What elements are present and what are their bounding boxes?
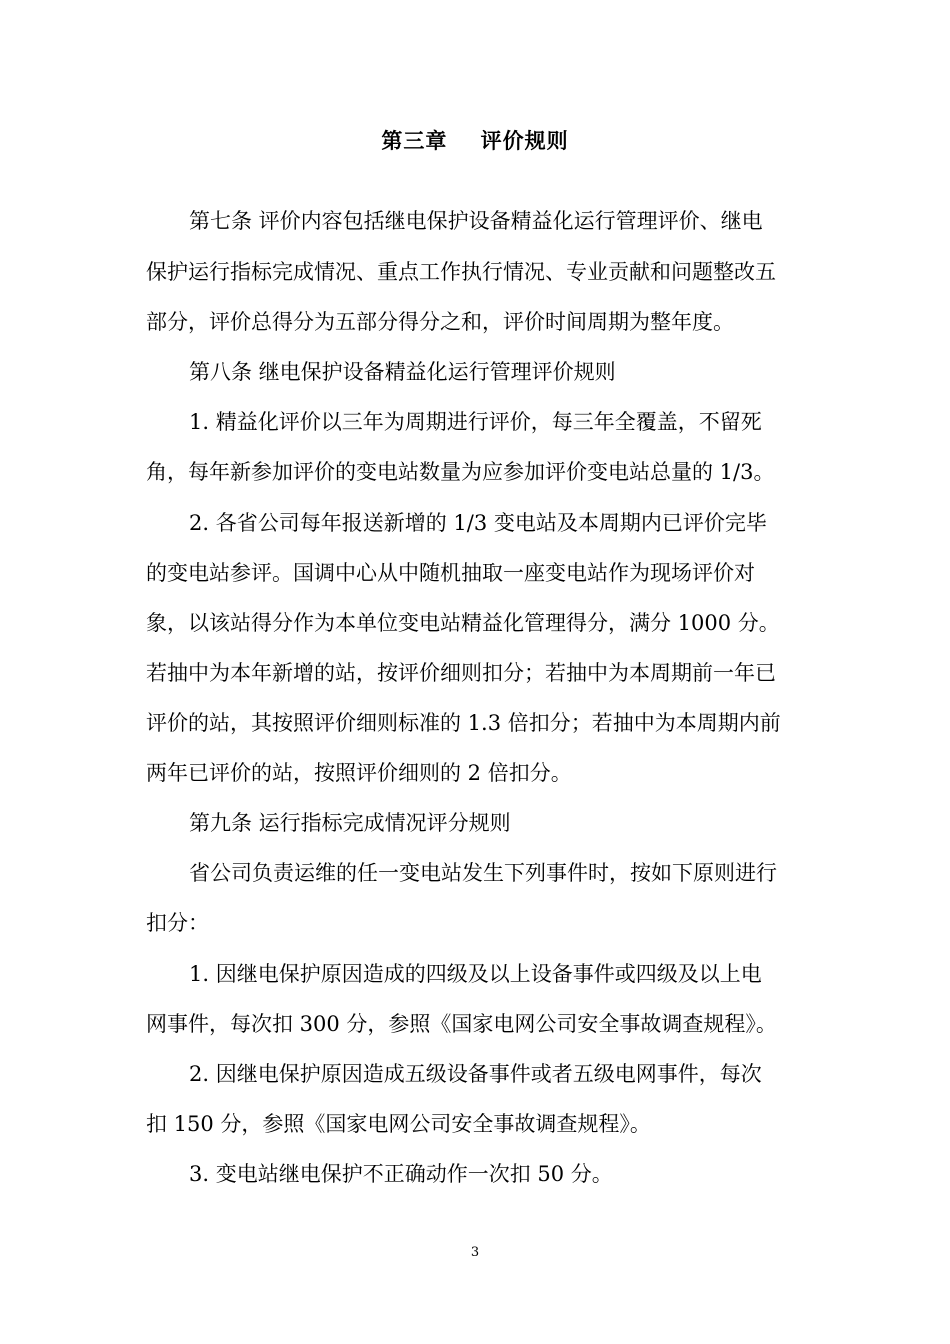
article-8-item-2-line-2: 的变电站参评。国调中心从中随机抽取一座变电站作为现场评价对 [146, 561, 755, 585]
article-9-item-3: 3. 变电站继电保护不正确动作一次扣 50 分。 [189, 1162, 613, 1186]
page-number: 3 [470, 1245, 480, 1260]
article-8-item-2-line-5: 评价的站，其按照评价细则标准的 1.3 倍扣分；若抽中为本周期内前 [146, 711, 781, 735]
article-8-item-1-line-2: 角，每年新参加评价的变电站数量为应参加评价变电站总量的 1/3。 [146, 460, 775, 484]
article-9-item-1-line-1: 1. 因继电保护原因造成的四级及以上设备事件或四级及以上电 [189, 962, 762, 986]
article-8-item-2-line-1: 2. 各省公司每年报送新增的 1/3 变电站及本周期内已评价完毕 [189, 511, 767, 535]
article-7-line-3: 部分，评价总得分为五部分得分之和，评价时间周期为整年度。 [146, 310, 734, 334]
article-8-heading: 第八条 继电保护设备精益化运行管理评价规则 [189, 360, 616, 384]
article-8-item-1-line-1: 1. 精益化评价以三年为周期进行评价，每三年全覆盖，不留死 [189, 410, 762, 434]
article-8-item-2-line-6: 两年已评价的站，按照评价细则的 2 倍扣分。 [146, 761, 572, 785]
article-9-heading: 第九条 运行指标完成情况评分规则 [189, 811, 511, 835]
article-7-line-2: 保护运行指标完成情况、重点工作执行情况、专业贡献和问题整改五 [146, 260, 776, 284]
article-9-intro-line-1: 省公司负责运维的任一变电站发生下列事件时，按如下原则进行 [189, 861, 777, 885]
article-8-item-2-line-4: 若抽中为本年新增的站，按评价细则扣分；若抽中为本周期前一年已 [146, 661, 776, 685]
article-9-item-1-line-2: 网事件，每次扣 300 分，参照《国家电网公司安全事故调查规程》。 [146, 1012, 777, 1036]
chapter-title: 第三章 评价规则 [381, 128, 569, 153]
article-8-item-2-line-3: 象，以该站得分作为本单位变电站精益化管理得分，满分 1000 分。 [146, 611, 780, 635]
article-7-line-1: 第七条 评价内容包括继电保护设备精益化运行管理评价、继电 [189, 209, 763, 233]
article-9-item-2-line-1: 2. 因继电保护原因造成五级设备事件或者五级电网事件，每次 [189, 1062, 762, 1086]
article-9-item-2-line-2: 扣 150 分，参照《国家电网公司安全事故调查规程》。 [146, 1112, 651, 1136]
article-9-intro-line-2: 扣分： [146, 911, 209, 935]
